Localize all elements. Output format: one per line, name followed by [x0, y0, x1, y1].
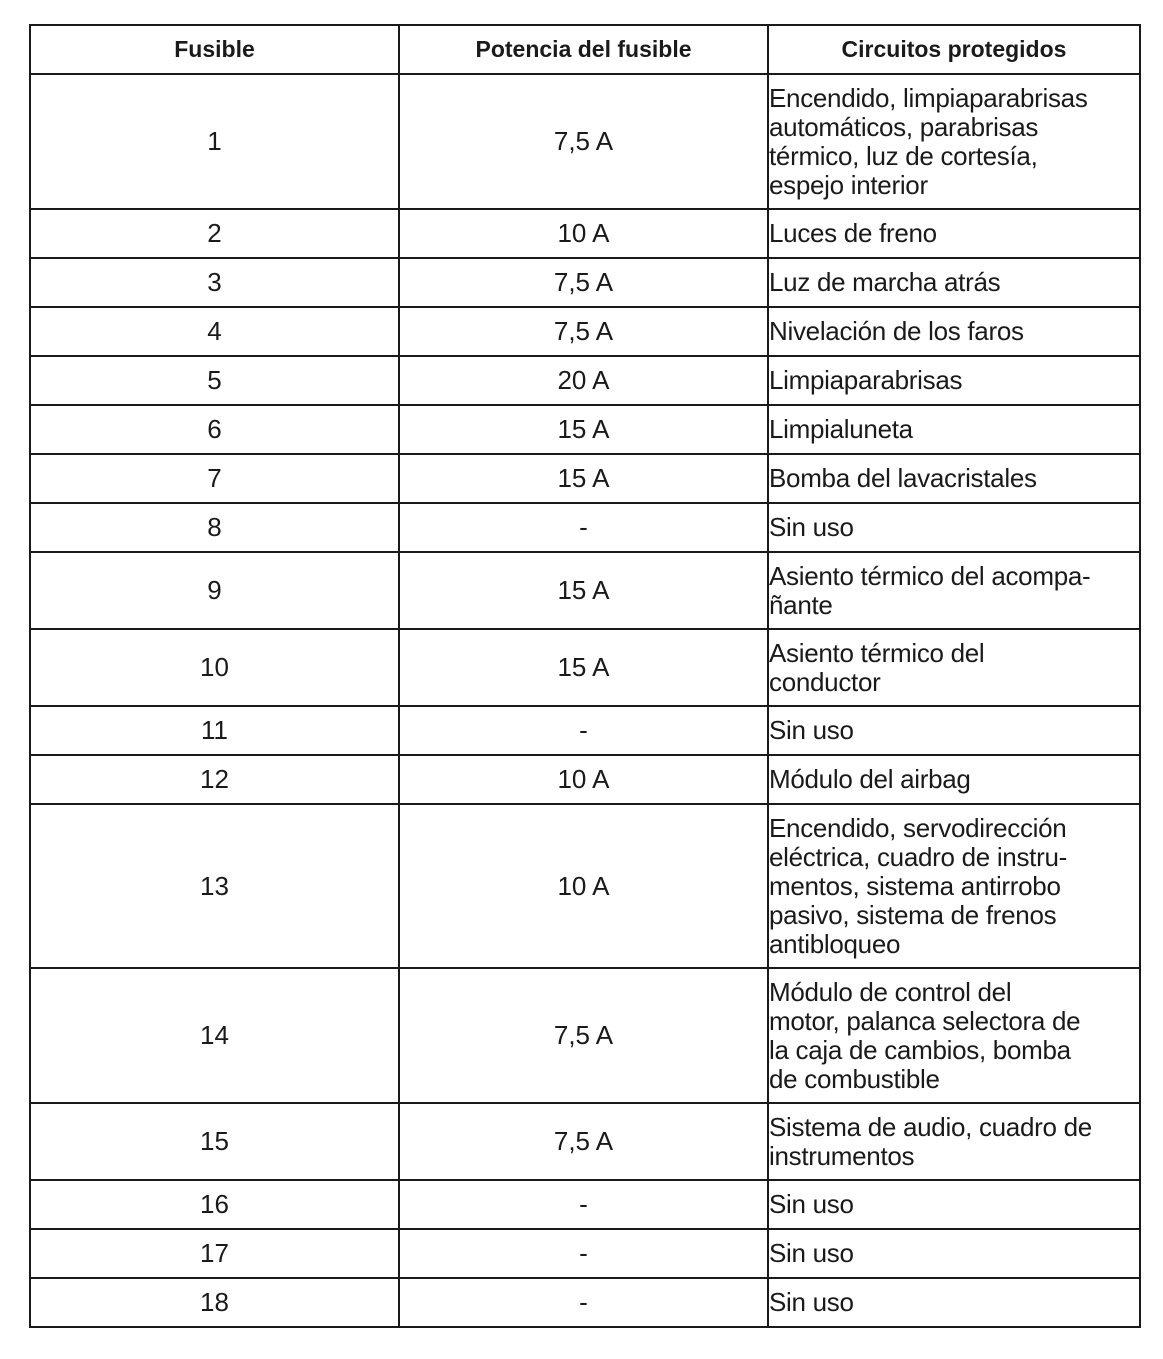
- fuse-rating: 7,5 A: [399, 258, 768, 307]
- fuse-number: 12: [30, 755, 399, 804]
- table-row: [30, 1180, 1140, 1229]
- fuse-circuits: Sistema de audio, cuadro de instrumentos: [768, 1103, 1140, 1180]
- fuse-number: 14: [30, 968, 399, 1103]
- table-row: [30, 629, 1140, 706]
- table-row: [30, 209, 1140, 258]
- table-row: [30, 552, 1140, 629]
- table-row: [30, 1103, 1140, 1180]
- fuse-circuits: Encendido, limpiaparabrisas automáticos, parabrisas térmico, luz de cortesía, espejo interior: [768, 74, 1140, 209]
- table-row: [30, 307, 1140, 356]
- header-row: [30, 25, 1140, 74]
- fuse-circuits: Bomba del lavacristales: [768, 454, 1140, 503]
- fuse-number: 4: [30, 307, 399, 356]
- fuse-circuits: Asiento térmico del conductor: [768, 629, 1140, 706]
- fuse-rating: 7,5 A: [399, 968, 768, 1103]
- table-row: [30, 503, 1140, 552]
- fuse-number: 10: [30, 629, 399, 706]
- fuse-rating: 10 A: [399, 804, 768, 968]
- table-row: [30, 968, 1140, 1103]
- fuse-circuits: Sin uso: [768, 503, 1140, 552]
- fuse-number: 5: [30, 356, 399, 405]
- fuse-number: 11: [30, 706, 399, 755]
- fuse-rating: 15 A: [399, 552, 768, 629]
- fuse-circuits: Luz de marcha atrás: [768, 258, 1140, 307]
- fuse-number: 3: [30, 258, 399, 307]
- fuse-rating: 7,5 A: [399, 74, 768, 209]
- fuse-number: 2: [30, 209, 399, 258]
- fuse-rating: 7,5 A: [399, 1103, 768, 1180]
- fuse-rating: -: [399, 1180, 768, 1229]
- fuse-rating: 15 A: [399, 405, 768, 454]
- header-fuse: Fusible: [30, 25, 399, 74]
- fuse-number: 1: [30, 74, 399, 209]
- fuse-circuits: Módulo de control del motor, palanca selectora de la caja de cambios, bomba de combustible: [768, 968, 1140, 1103]
- table-row: [30, 356, 1140, 405]
- fuse-number: 17: [30, 1229, 399, 1278]
- fuse-rating: 20 A: [399, 356, 768, 405]
- fuse-circuits: Sin uso: [768, 1229, 1140, 1278]
- fuse-number: 8: [30, 503, 399, 552]
- table-row: [30, 1229, 1140, 1278]
- fuse-circuits: Limpiaparabrisas: [768, 356, 1140, 405]
- fuse-circuits: Luces de freno: [768, 209, 1140, 258]
- fuse-rating: 10 A: [399, 755, 768, 804]
- fuse-rating: 7,5 A: [399, 307, 768, 356]
- fuse-rating: -: [399, 503, 768, 552]
- fuse-circuits: Sin uso: [768, 1180, 1140, 1229]
- table-row: [30, 1278, 1140, 1327]
- table-row: [30, 405, 1140, 454]
- fuse-circuits: Encendido, servodirección eléctrica, cuadro de instru- mentos, sistema antirrobo pasivo, sistema de frenos antibloqueo: [768, 804, 1140, 968]
- fuse-rating: 15 A: [399, 629, 768, 706]
- fuse-rating: -: [399, 706, 768, 755]
- fuse-number: 6: [30, 405, 399, 454]
- fuse-circuits: Sin uso: [768, 1278, 1140, 1327]
- table-row: [30, 706, 1140, 755]
- fuse-table: [29, 24, 1141, 1328]
- fuse-circuits: Nivelación de los faros: [768, 307, 1140, 356]
- fuse-number: 15: [30, 1103, 399, 1180]
- fuse-rating: -: [399, 1229, 768, 1278]
- header-rating: Potencia del fusible: [399, 25, 768, 74]
- fuse-number: 7: [30, 454, 399, 503]
- header-circuits: Circuitos protegidos: [768, 25, 1140, 74]
- fuse-circuits: Asiento térmico del acompa- ñante: [768, 552, 1140, 629]
- table-row: [30, 804, 1140, 968]
- table-row: [30, 258, 1140, 307]
- fuse-circuits: Módulo del airbag: [768, 755, 1140, 804]
- fuse-circuits: Sin uso: [768, 706, 1140, 755]
- fuse-number: 18: [30, 1278, 399, 1327]
- fuse-rating: -: [399, 1278, 768, 1327]
- fuse-number: 13: [30, 804, 399, 968]
- fuse-rating: 15 A: [399, 454, 768, 503]
- table-row: [30, 454, 1140, 503]
- fuse-circuits: Limpialuneta: [768, 405, 1140, 454]
- table-row: [30, 74, 1140, 209]
- table-row: [30, 755, 1140, 804]
- fuse-number: 16: [30, 1180, 399, 1229]
- fuse-rating: 10 A: [399, 209, 768, 258]
- fuse-number: 9: [30, 552, 399, 629]
